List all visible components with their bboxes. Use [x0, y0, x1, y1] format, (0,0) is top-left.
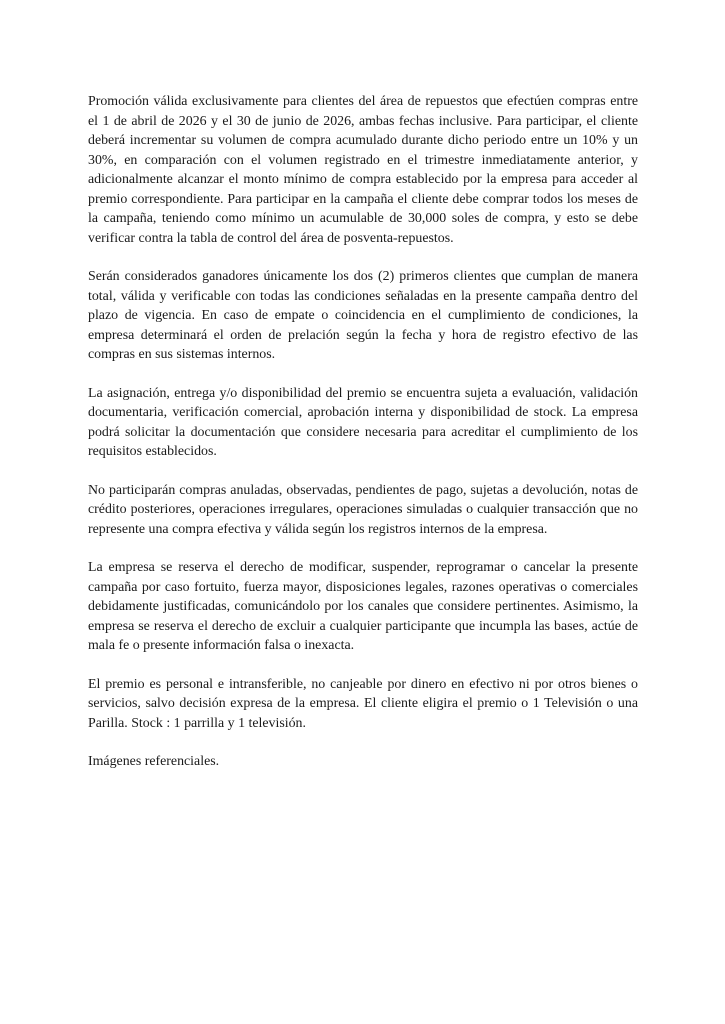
paragraph-company-rights: La empresa se reserva el derecho de modificar, suspender, reprogramar o cancelar la presente campaña por caso fortuito, fuerza mayor, disposiciones legales, razones operativas o comerciales debidamente justificadas, comunicándolo por los canales que considere pertinentes. Asimismo, la empresa se reserva el derecho de excluir a cualquier participante que incumpla las bases, actúe de mala fe o presente información falsa o inexacta.	[88, 560, 638, 653]
paragraph-excluded-purchases: No participarán compras anuladas, observadas, pendientes de pago, sujetas a devolución, notas de crédito posteriores, operaciones irregulares, operaciones simuladas o cualquier transacción que no represente una compra efectiva y válida según los registros internos de la empresa.	[88, 482, 638, 537]
paragraph-winners: Serán considerados ganadores únicamente los dos (2) primeros clientes que cumplan de manera total, válida y verificable con todas las condiciones señaladas en la presente campaña dentro del plazo de vigencia. En caso de empate o coincidencia en el cumplimiento de condiciones, la empresa determinará el orden de prelación según la fecha y hora de registro efectivo de las compras en sus sistemas internos.	[88, 269, 638, 362]
document-body	[88, 92, 638, 772]
paragraph-prize-conditions: El premio es personal e intransferible, no canjeable por dinero en efectivo ni por otros bienes o servicios, salvo decisión expresa de la empresa. El cliente eligira el premio o 1 Televisión o una Parilla. Stock : 1 parrilla y 1 televisión.	[88, 676, 638, 731]
paragraph-reference-images: Imágenes referenciales.	[88, 754, 220, 769]
paragraph-prize-assignment: La asignación, entrega y/o disponibilidad del premio se encuentra sujeta a evaluación, validación documentaria, verificación comercial, aprobación interna y disponibilidad de stock. La empresa podrá solicitar la documentación que considere necesaria para acreditar el cumplimiento de los requisitos establecidos.	[88, 385, 638, 459]
paragraph-promotion-validity: Promoción válida exclusivamente para clientes del área de repuestos que efectúen compras entre el 1 de abril de 2026 y el 30 de junio de 2026, ambas fechas inclusive. Para participar, el cliente deberá incrementar su volumen de compra acumulado durante dicho periodo entre un 10% y un 30%, en comparación con el volumen registrado en el trimestre inmediatamente anterior, y adicionalmente alcanzar el monto mínimo de compra establecido por la empresa para acceder al premio correspondiente. Para participar en la campaña el cliente debe comprar todos los meses de la campaña, teniendo como mínimo un acumulable de 30,000 soles de compra, y esto se debe verificar contra la tabla de control del área de posventa-repuestos.	[88, 94, 638, 246]
